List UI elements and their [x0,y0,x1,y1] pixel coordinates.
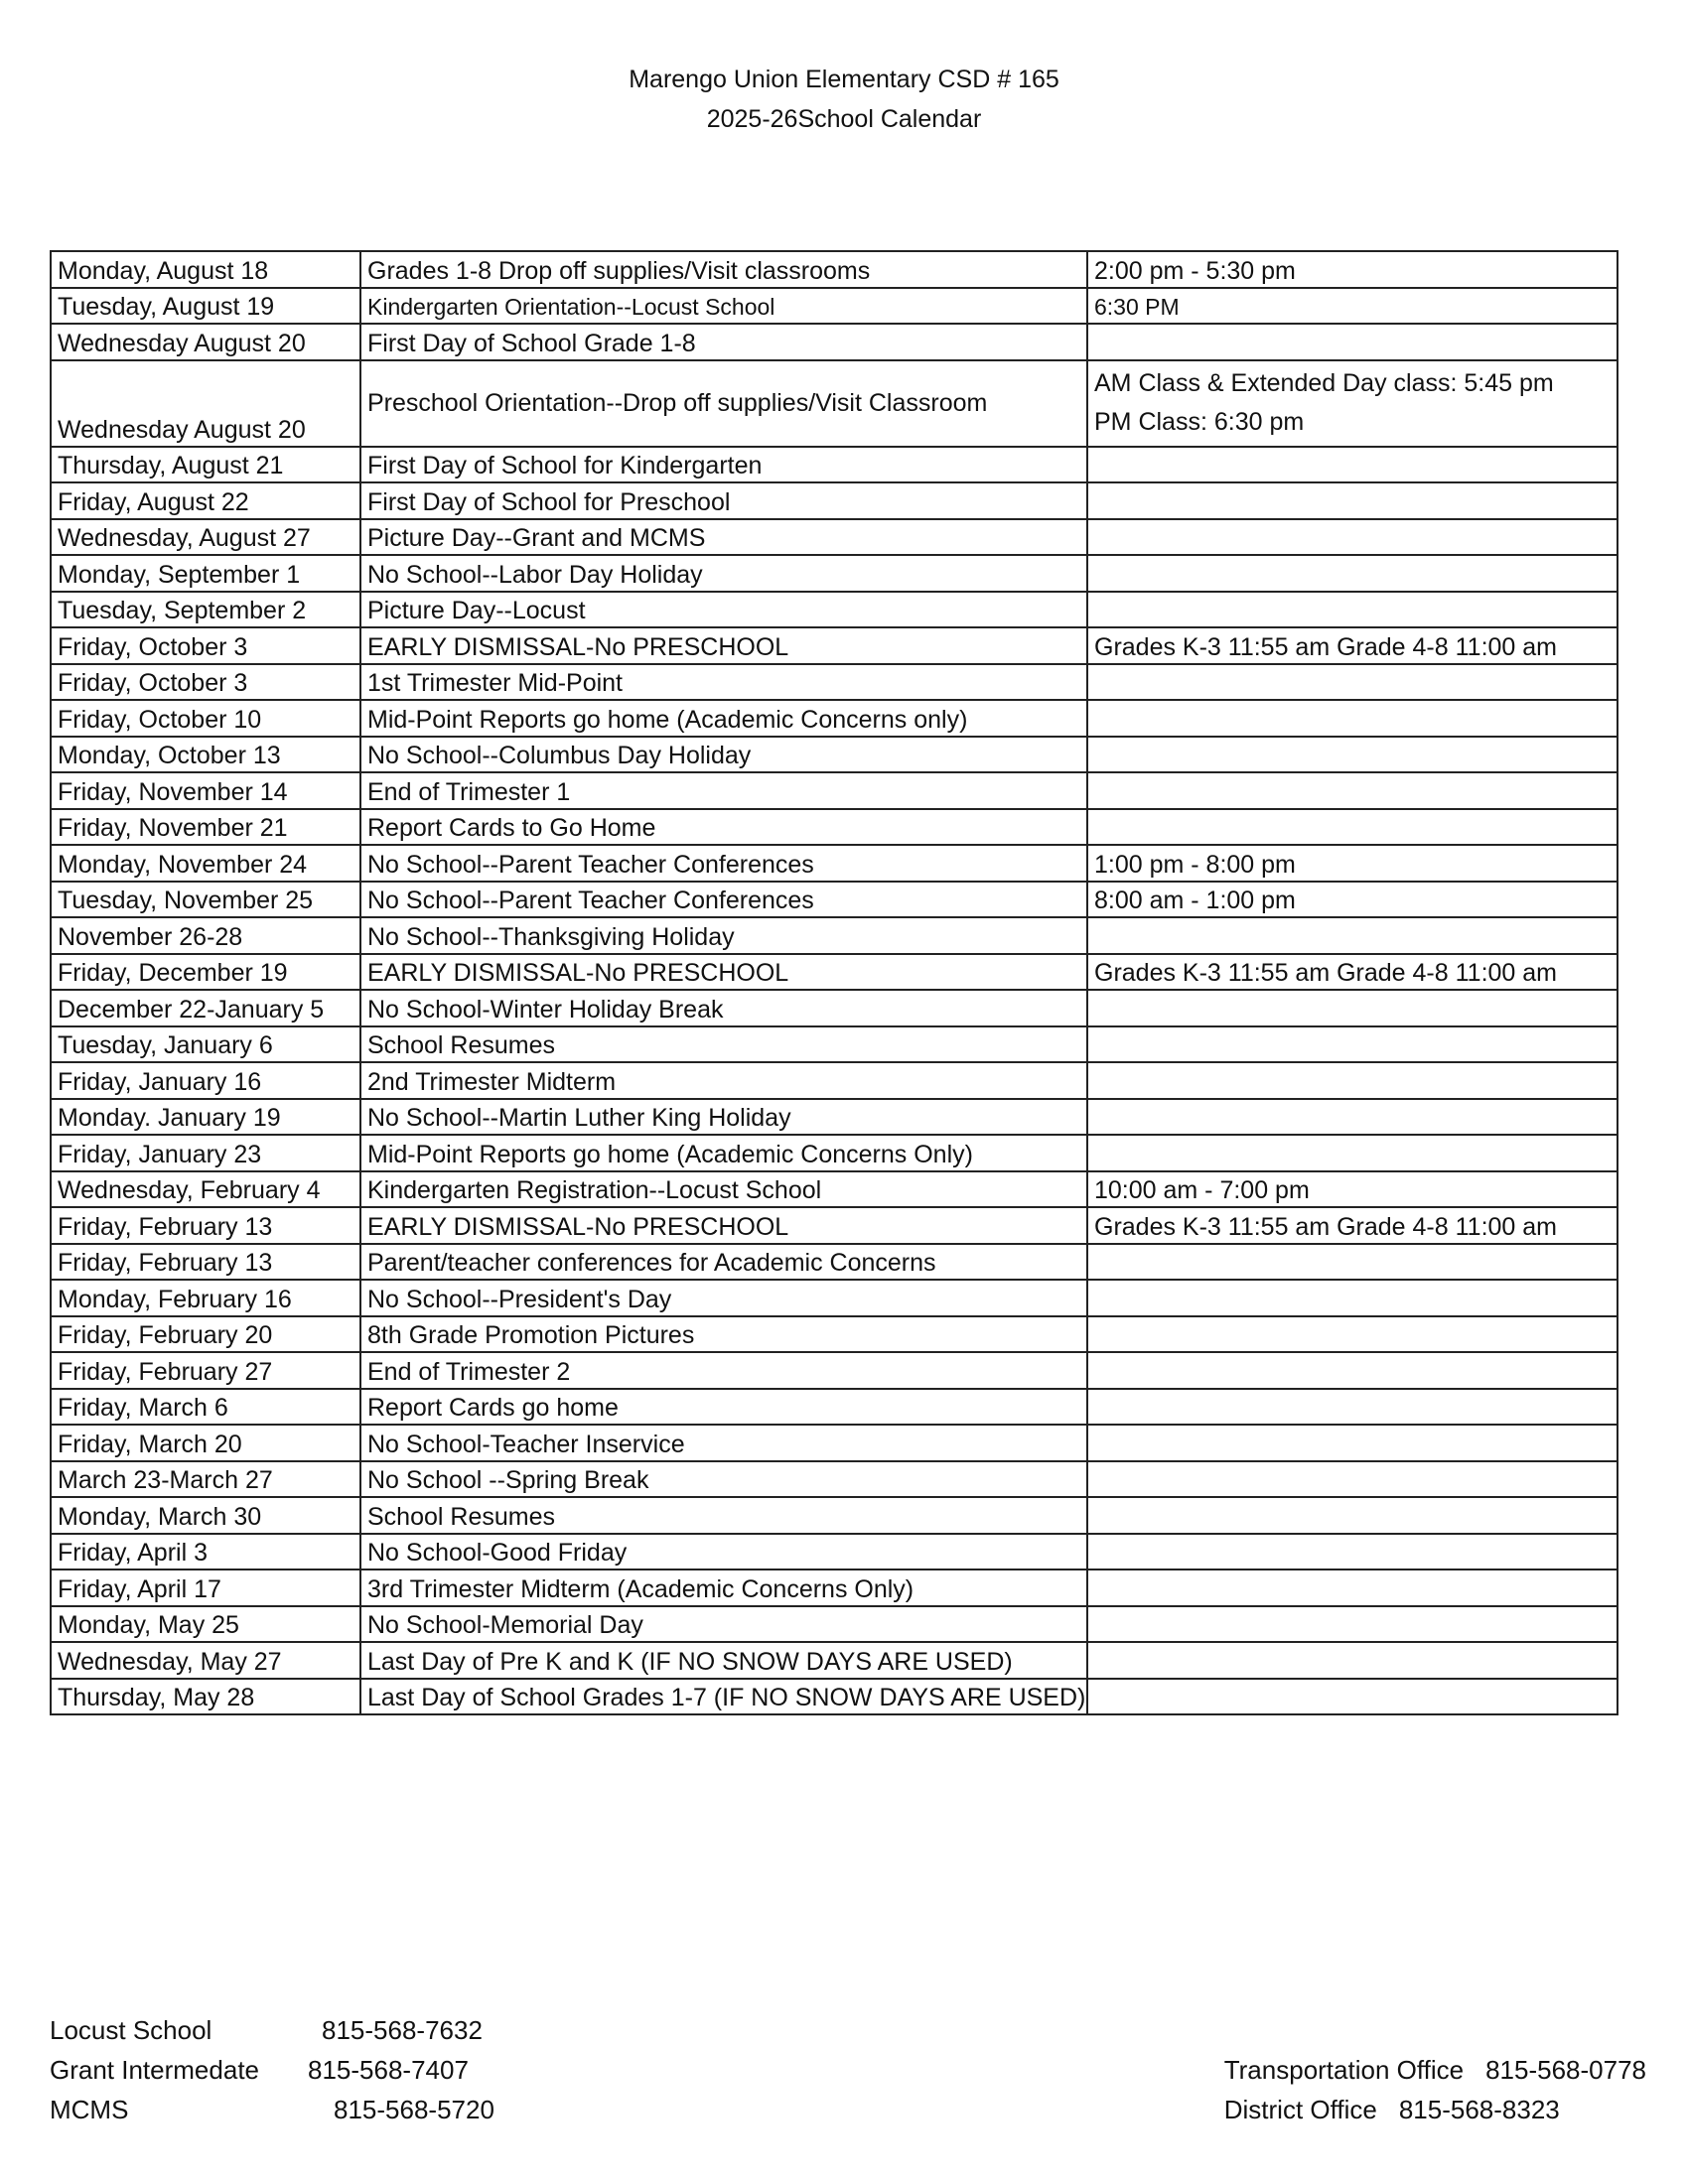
event-date: Friday, January 23 [51,1135,360,1171]
calendar-row [51,1642,1618,1679]
calendar-row [51,1026,1618,1063]
event-time-line: 10:00 am - 7:00 pm [1094,1176,1310,1204]
event-date: Wednesday August 20 [51,360,360,447]
event-time [1087,1280,1618,1316]
contact-phone: 815-568-8323 [1398,2095,1560,2124]
event-description: School Resumes [360,1026,1087,1063]
event-time [1087,1534,1618,1570]
event-description: No School --Spring Break [360,1461,1087,1498]
event-time [1087,288,1618,325]
event-date: Tuesday, September 2 [51,592,360,628]
event-description: Kindergarten Registration--Locust School [360,1171,1087,1208]
event-date: Friday, January 16 [51,1062,360,1099]
event-time [1087,1244,1618,1281]
event-time [1087,1425,1618,1461]
event-time [1087,447,1618,483]
calendar-row [51,251,1618,288]
contact-name: District Office [1223,2095,1377,2124]
event-date: Friday, March 20 [51,1425,360,1461]
calendar-table [50,250,1618,1715]
calendar-row [51,1135,1618,1171]
calendar-row [51,1606,1618,1643]
event-description: Picture Day--Locust [360,592,1087,628]
event-description: 8th Grade Promotion Pictures [360,1316,1087,1353]
office-contacts [1224,2050,1646,2129]
event-time [1087,1062,1618,1099]
contact-phone: 815-568-5720 [334,2095,494,2124]
event-time [1087,772,1618,809]
event-date: Friday, April 17 [51,1570,360,1606]
contact-entry [1224,2090,1646,2129]
event-time [1087,990,1618,1026]
calendar-row [51,1352,1618,1389]
event-time [1087,882,1618,918]
event-time [1087,1642,1618,1679]
event-date: Monday, March 30 [51,1497,360,1534]
contact-entry [50,2010,494,2050]
event-date: Tuesday, January 6 [51,1026,360,1063]
event-description: Parent/teacher conferences for Academic Concerns [360,1244,1087,1281]
event-date: Wednesday, August 27 [51,519,360,556]
event-date: Wednesday August 20 [51,324,360,360]
event-description: Preschool Orientation--Drop off supplies/Visit Classroom [360,360,1087,447]
contact-entry [50,2090,494,2129]
event-time [1087,1026,1618,1063]
event-time-line: 2:00 pm - 5:30 pm [1094,256,1296,285]
calendar-row [51,1062,1618,1099]
event-date: Friday, August 22 [51,482,360,519]
event-description: No School--Martin Luther King Holiday [360,1099,1087,1136]
calendar-row [51,882,1618,918]
document-header [0,60,1688,139]
event-description: Mid-Point Reports go home (Academic Concerns Only) [360,1135,1087,1171]
event-time-line: AM Class & Extended Day class: 5:45 pm [1094,369,1554,397]
calendar-row [51,1425,1618,1461]
event-time [1087,1352,1618,1389]
calendar-row [51,555,1618,592]
contact-phone: 815-568-0778 [1485,2055,1646,2085]
event-description: No School--Labor Day Holiday [360,555,1087,592]
calendar-row [51,700,1618,737]
calendar-row [51,1244,1618,1281]
event-description: Last Day of School Grades 1-7 (IF NO SNOW DAYS ARE USED) [360,1679,1087,1715]
event-date: Monday, August 18 [51,251,360,288]
event-description: EARLY DISMISSAL-No PRESCHOOL [360,627,1087,664]
contact-name: Transportation Office [1223,2055,1465,2085]
event-date: Friday, February 20 [51,1316,360,1353]
event-date: Wednesday, May 27 [51,1642,360,1679]
contact-name: MCMS [50,2095,129,2124]
event-time [1087,917,1618,954]
event-time [1087,1207,1618,1244]
event-description: Kindergarten Orientation--Locust School [360,288,1087,325]
event-time [1087,1461,1618,1498]
calendar-row [51,917,1618,954]
event-time [1087,519,1618,556]
event-description: No School-Winter Holiday Break [360,990,1087,1026]
event-time [1087,324,1618,360]
event-date: November 26-28 [51,917,360,954]
event-date: December 22-January 5 [51,990,360,1026]
event-time-line: 1:00 pm - 8:00 pm [1094,850,1296,879]
contact-name: Grant Intermedate [50,2055,259,2085]
contact-phone: 815-568-7407 [308,2055,469,2085]
event-description: No School--President's Day [360,1280,1087,1316]
school-contacts [50,2010,494,2129]
event-date: Friday, October 10 [51,700,360,737]
event-date: Friday, December 19 [51,954,360,991]
event-description: No School--Columbus Day Holiday [360,737,1087,773]
event-description: Grades 1-8 Drop off supplies/Visit classrooms [360,251,1087,288]
event-time [1087,700,1618,737]
event-time [1087,1099,1618,1136]
calendar-row [51,954,1618,991]
event-description: End of Trimester 1 [360,772,1087,809]
contact-entry [50,2050,494,2090]
event-time-line: 8:00 am - 1:00 pm [1094,887,1296,914]
calendar-row [51,990,1618,1026]
calendar-row [51,1207,1618,1244]
calendar-row [51,1099,1618,1136]
event-time [1087,1316,1618,1353]
calendar-row [51,1679,1618,1715]
calendar-row [51,324,1618,360]
event-date: March 23-March 27 [51,1461,360,1498]
event-time [1087,954,1618,991]
calendar-row [51,809,1618,846]
calendar-row [51,737,1618,773]
calendar-row [51,845,1618,882]
event-time [1087,1389,1618,1426]
event-date: Friday, October 3 [51,664,360,701]
event-date: Monday, October 13 [51,737,360,773]
calendar-row [51,1389,1618,1426]
event-description: No School-Teacher Inservice [360,1425,1087,1461]
event-date: Monday, May 25 [51,1606,360,1643]
event-date: Tuesday, August 19 [51,288,360,325]
event-date: Wednesday, February 4 [51,1171,360,1208]
event-description: No School-Good Friday [360,1534,1087,1570]
event-time [1087,627,1618,664]
event-time [1087,1135,1618,1171]
calendar-row [51,519,1618,556]
calendar-row [51,1171,1618,1208]
event-time [1087,251,1618,288]
event-description: Picture Day--Grant and MCMS [360,519,1087,556]
calendar-row [51,447,1618,483]
event-date: Monday, November 24 [51,845,360,882]
event-time [1087,482,1618,519]
event-time [1087,1497,1618,1534]
event-date: Friday, February 27 [51,1352,360,1389]
event-description: No School--Parent Teacher Conferences [360,845,1087,882]
event-date: Monday, September 1 [51,555,360,592]
event-description: Report Cards to Go Home [360,809,1087,846]
calendar-row [51,772,1618,809]
event-description: No School--Parent Teacher Conferences [360,882,1087,918]
event-description: No School--Thanksgiving Holiday [360,917,1087,954]
event-date: Friday, November 14 [51,772,360,809]
event-date: Friday, October 3 [51,627,360,664]
event-date: Friday, February 13 [51,1244,360,1281]
event-time [1087,737,1618,773]
event-description: School Resumes [360,1497,1087,1534]
calendar-row [51,288,1618,325]
calendar-row [51,627,1618,664]
event-description: 2nd Trimester Midterm [360,1062,1087,1099]
event-time-line: 6:30 PM [1094,294,1180,320]
calendar-row [51,1570,1618,1606]
event-date: Monday. January 19 [51,1099,360,1136]
calendar-row [51,1280,1618,1316]
district-name: Marengo Union Elementary CSD # 165 [629,66,1059,93]
event-time [1087,592,1618,628]
event-time [1087,555,1618,592]
event-time-line: PM Class: 6:30 pm [1094,408,1305,436]
event-description: 3rd Trimester Midterm (Academic Concerns Only) [360,1570,1087,1606]
event-time [1087,1570,1618,1606]
event-description: First Day of School for Kindergarten [360,447,1087,483]
event-description: EARLY DISMISSAL-No PRESCHOOL [360,1207,1087,1244]
event-description: First Day of School for Preschool [360,482,1087,519]
contact-entry [1224,2050,1646,2090]
event-date: Friday, February 13 [51,1207,360,1244]
calendar-row [51,1316,1618,1353]
event-date: Thursday, August 21 [51,447,360,483]
calendar-row [51,1534,1618,1570]
event-description: EARLY DISMISSAL-No PRESCHOOL [360,954,1087,991]
event-date: Monday, February 16 [51,1280,360,1316]
event-description: 1st Trimester Mid-Point [360,664,1087,701]
event-time [1087,1171,1618,1208]
calendar-row [51,1461,1618,1498]
calendar-row [51,482,1618,519]
event-time [1087,360,1618,447]
event-time [1087,845,1618,882]
calendar-row [51,664,1618,701]
event-time [1087,1679,1618,1715]
event-description: Report Cards go home [360,1389,1087,1426]
event-date: Friday, April 3 [51,1534,360,1570]
event-time [1087,809,1618,846]
event-time [1087,1606,1618,1643]
event-date: Thursday, May 28 [51,1679,360,1715]
event-description: End of Trimester 2 [360,1352,1087,1389]
event-time-line: Grades K-3 11:55 am Grade 4-8 11:00 am [1094,959,1557,987]
event-date: Friday, March 6 [51,1389,360,1426]
event-time-line: Grades K-3 11:55 am Grade 4-8 11:00 am [1094,1212,1557,1241]
event-description: Last Day of Pre K and K (IF NO SNOW DAYS ARE USED) [360,1642,1087,1679]
calendar-row [51,1497,1618,1534]
event-time [1087,664,1618,701]
calendar-row [51,592,1618,628]
calendar-row [51,360,1618,447]
contact-phone: 815-568-7632 [322,2015,483,2045]
calendar-title: 2025-26School Calendar [706,105,982,133]
event-time-line: Grades K-3 11:55 am Grade 4-8 11:00 am [1094,632,1557,661]
contact-name: Locust School [50,2015,212,2045]
event-date: Tuesday, November 25 [51,882,360,918]
event-description: No School-Memorial Day [360,1606,1087,1643]
event-description: First Day of School Grade 1-8 [360,324,1087,360]
event-description: Mid-Point Reports go home (Academic Concerns only) [360,700,1087,737]
event-date: Friday, November 21 [51,809,360,846]
